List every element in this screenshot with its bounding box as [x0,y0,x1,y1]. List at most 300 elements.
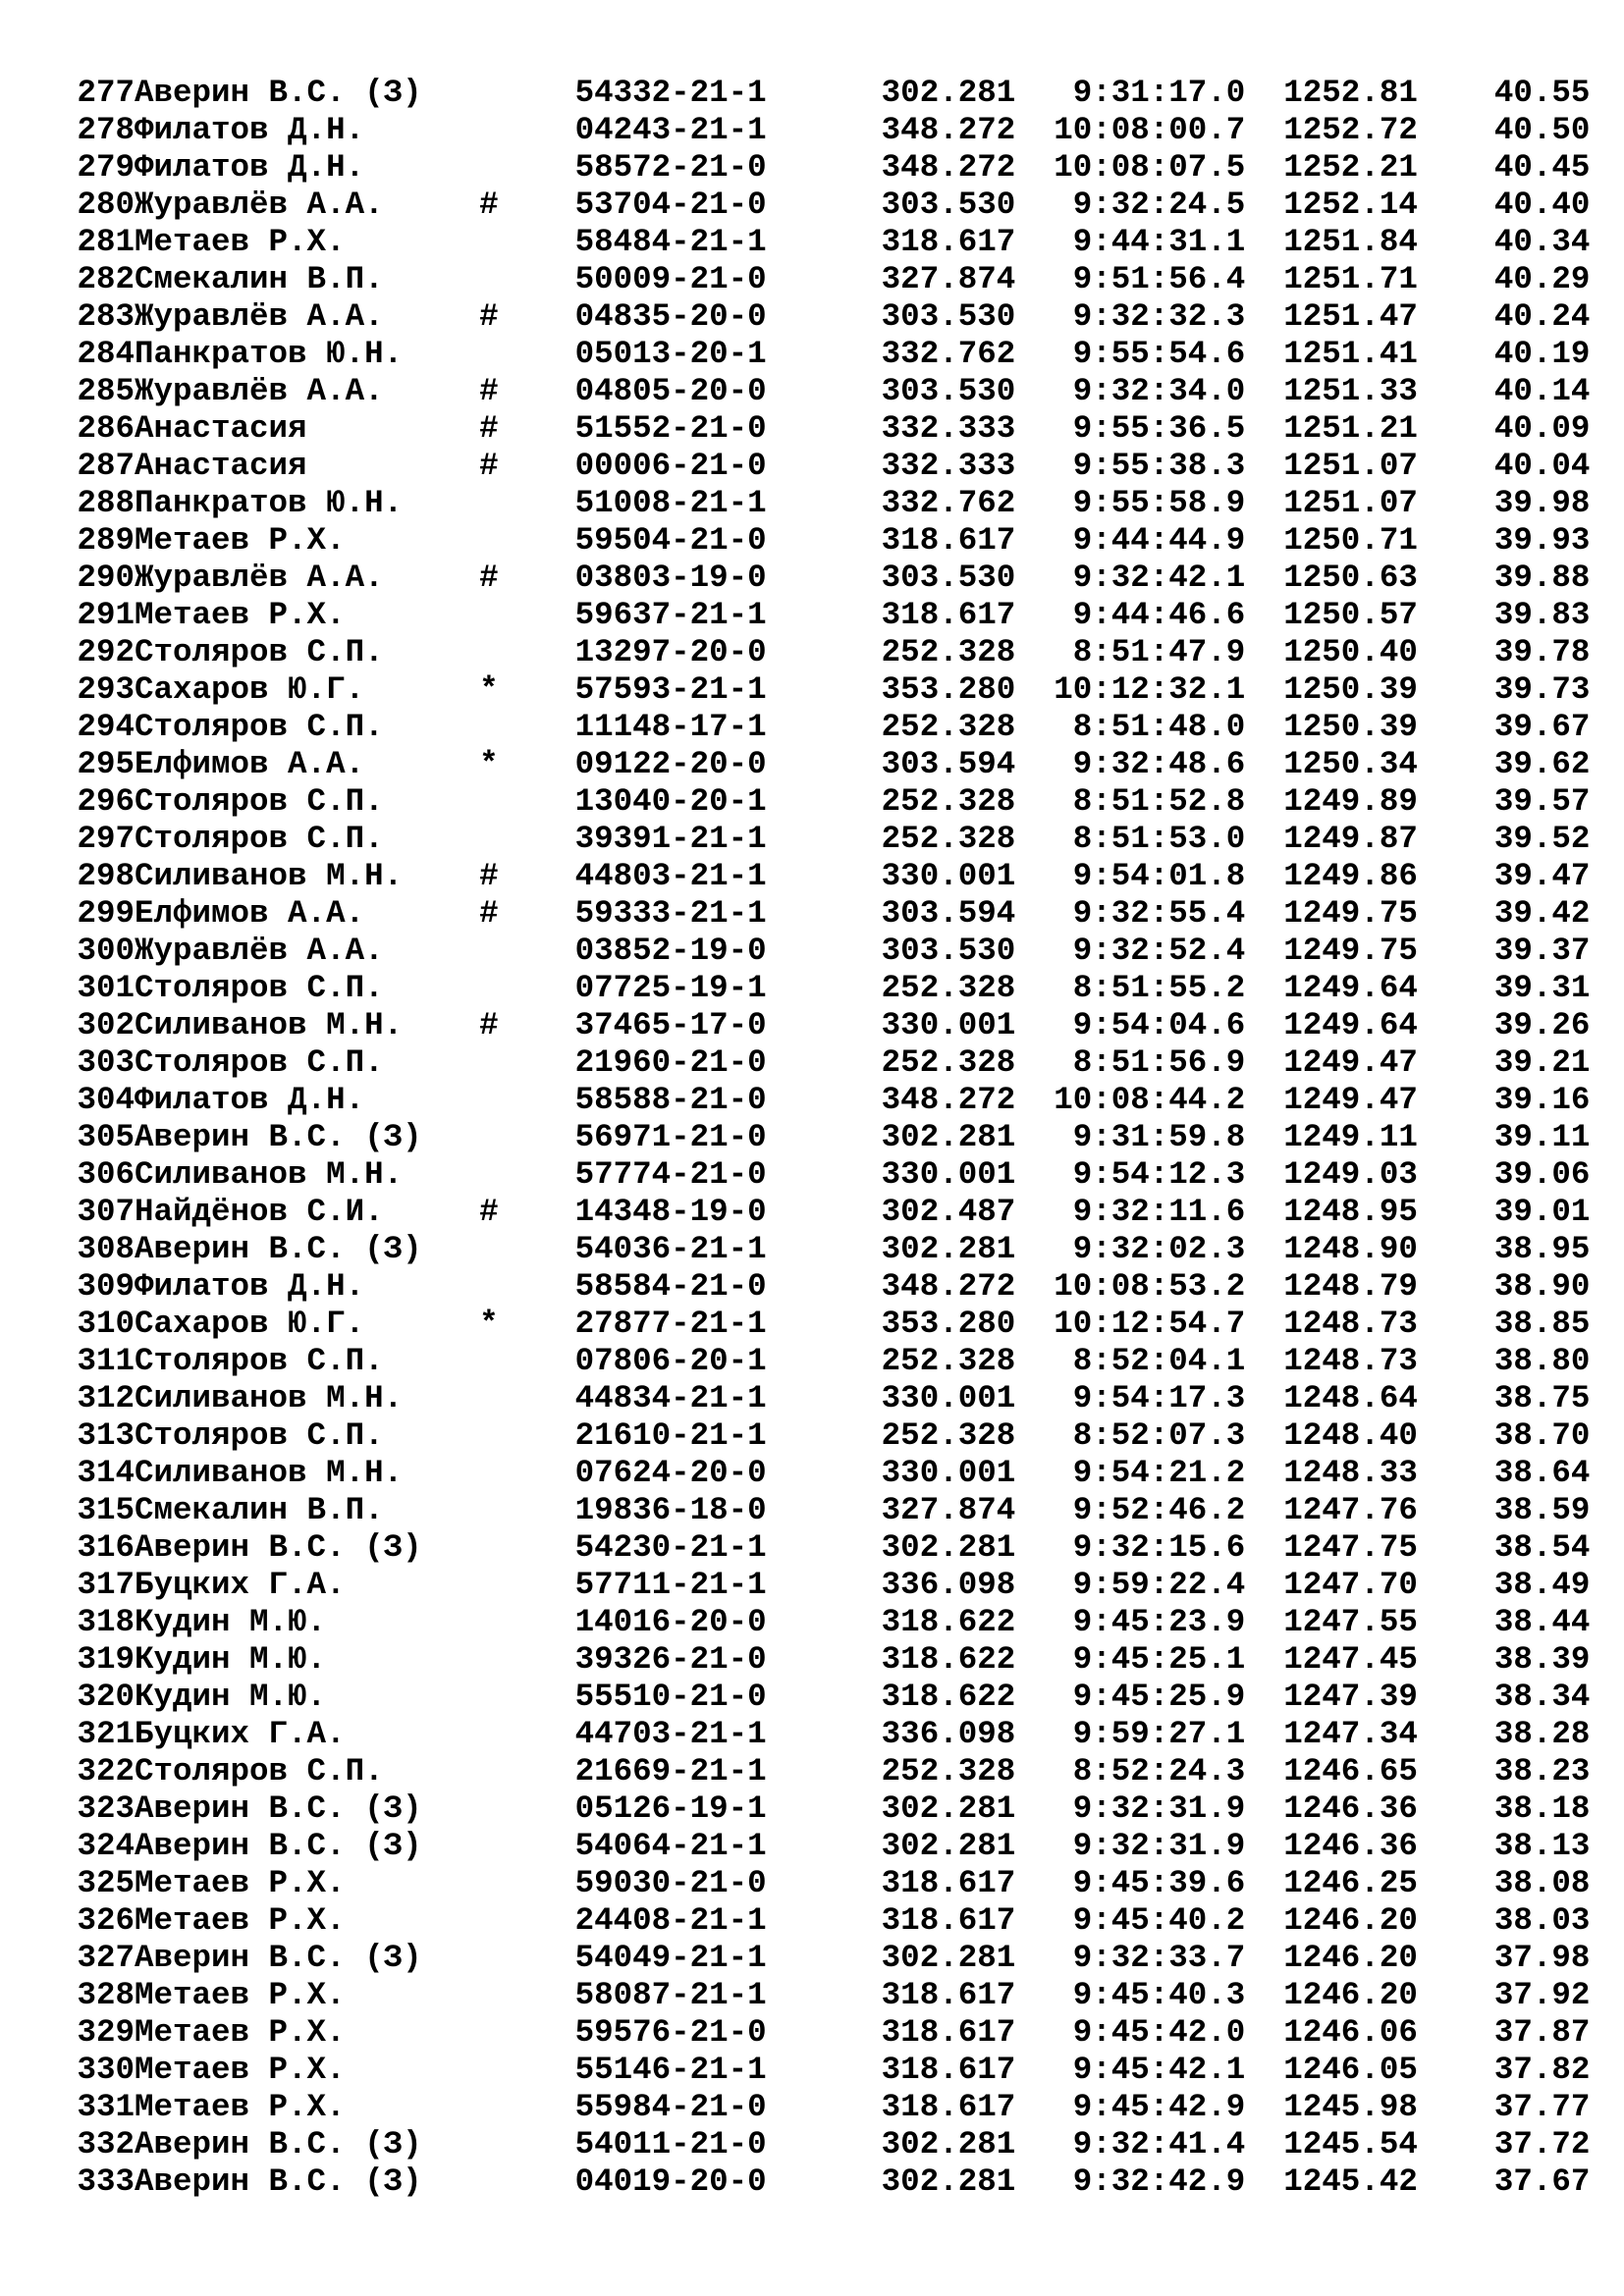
points: 39.06 [1455,1156,1591,1193]
arrival-time: 10:12:32.1 [1034,671,1246,708]
points: 38.75 [1455,1380,1591,1416]
distance: 318.617 [824,2089,1016,2125]
participant-name: Метаев Р.Х. [135,597,480,633]
distance: 252.328 [824,821,1016,857]
ring-number: 50009-21-0 [574,261,825,297]
speed: 1246.20 [1264,1902,1418,1939]
arrival-time: 9:45:40.3 [1034,1977,1246,2013]
distance: 302.487 [824,1194,1016,1230]
participant-name: Елфимов А.А. [135,746,480,782]
row-number: 320 [77,1679,135,1715]
row-number: 295 [77,746,135,782]
row-number: 322 [77,1753,135,1789]
speed: 1251.84 [1264,224,1418,260]
speed: 1250.39 [1264,709,1418,745]
points: 38.34 [1455,1679,1591,1715]
table-row [58,261,1591,298]
table-row [58,1492,1591,1529]
distance: 327.874 [824,1492,1016,1528]
participant-name: Аверин В.С. (З) [135,1828,480,1864]
points: 40.34 [1455,224,1591,260]
speed: 1252.81 [1264,75,1418,111]
ring-number: 58484-21-1 [574,224,825,260]
row-number: 277 [77,75,135,111]
participant-name: Журавлёв А.А. [135,187,480,223]
ring-number: 21960-21-0 [574,1044,825,1081]
speed: 1245.42 [1264,2163,1418,2200]
row-number: 326 [77,1902,135,1939]
arrival-time: 8:51:53.0 [1034,821,1246,857]
points: 39.16 [1455,1082,1591,1118]
points: 39.37 [1455,933,1591,969]
points: 39.31 [1455,970,1591,1006]
points: 38.85 [1455,1306,1591,1342]
row-number: 292 [77,634,135,670]
speed: 1246.20 [1264,1940,1418,1976]
ring-number: 00006-21-0 [574,448,825,484]
row-mark [479,1343,575,1379]
speed: 1246.36 [1264,1790,1418,1827]
ring-number: 05126-19-1 [574,1790,825,1827]
participant-name: Столяров С.П. [135,1417,480,1454]
row-number: 278 [77,112,135,148]
row-number: 315 [77,1492,135,1528]
speed: 1247.39 [1264,1679,1418,1715]
points: 38.08 [1455,1865,1591,1901]
distance: 303.530 [824,933,1016,969]
distance: 302.281 [824,1940,1016,1976]
participant-name: Силиванов М.Н. [135,1455,480,1491]
table-row [58,1828,1591,1865]
row-mark [479,336,575,372]
ring-number: 19836-18-0 [574,1492,825,1528]
table-row [58,1380,1591,1417]
ring-number: 55510-21-0 [574,1679,825,1715]
row-number: 314 [77,1455,135,1491]
row-mark: # [479,1194,575,1230]
table-row [58,1716,1591,1753]
arrival-time: 9:54:21.2 [1034,1455,1246,1491]
distance: 252.328 [824,1044,1016,1081]
speed: 1248.73 [1264,1343,1418,1379]
points: 40.40 [1455,187,1591,223]
participant-name: Столяров С.П. [135,1753,480,1789]
row-mark [479,1604,575,1640]
ring-number: 51552-21-0 [574,410,825,447]
arrival-time: 9:45:25.1 [1034,1641,1246,1678]
row-mark [479,1529,575,1566]
speed: 1248.90 [1264,1231,1418,1267]
points: 38.39 [1455,1641,1591,1678]
speed: 1246.25 [1264,1865,1418,1901]
distance: 330.001 [824,1007,1016,1043]
participant-name: Аверин В.С. (З) [135,2163,480,2200]
speed: 1249.47 [1264,1082,1418,1118]
participant-name: Аверин В.С. (З) [135,1119,480,1155]
table-row [58,1865,1591,1902]
points: 38.03 [1455,1902,1591,1939]
points: 37.87 [1455,2014,1591,2051]
ring-number: 21610-21-1 [574,1417,825,1454]
results-table [58,75,1591,2201]
ring-number: 37465-17-0 [574,1007,825,1043]
row-number: 289 [77,522,135,559]
speed: 1248.40 [1264,1417,1418,1454]
row-mark [479,261,575,297]
row-mark [479,2052,575,2088]
row-mark [479,2089,575,2125]
row-number: 304 [77,1082,135,1118]
row-mark [479,1828,575,1864]
row-number: 291 [77,597,135,633]
row-mark [479,933,575,969]
table-row [58,522,1591,560]
speed: 1248.95 [1264,1194,1418,1230]
row-mark: * [479,746,575,782]
ring-number: 59637-21-1 [574,597,825,633]
points: 39.26 [1455,1007,1591,1043]
row-mark [479,1641,575,1678]
table-row [58,1082,1591,1119]
ring-number: 53704-21-0 [574,187,825,223]
distance: 348.272 [824,112,1016,148]
distance: 332.333 [824,448,1016,484]
speed: 1250.40 [1264,634,1418,670]
arrival-time: 9:31:59.8 [1034,1119,1246,1155]
speed: 1251.33 [1264,373,1418,409]
row-number: 310 [77,1306,135,1342]
participant-name: Сахаров Ю.Г. [135,1306,480,1342]
speed: 1248.79 [1264,1268,1418,1305]
arrival-time: 9:32:15.6 [1034,1529,1246,1566]
points: 40.29 [1455,261,1591,297]
points: 39.62 [1455,746,1591,782]
points: 39.47 [1455,858,1591,894]
ring-number: 14016-20-0 [574,1604,825,1640]
speed: 1251.41 [1264,336,1418,372]
ring-number: 59504-21-0 [574,522,825,559]
participant-name: Столяров С.П. [135,1343,480,1379]
points: 39.21 [1455,1044,1591,1081]
table-row [58,112,1591,149]
speed: 1252.72 [1264,112,1418,148]
row-mark [479,1753,575,1789]
table-row [58,2014,1591,2052]
points: 40.09 [1455,410,1591,447]
points: 38.23 [1455,1753,1591,1789]
distance: 303.530 [824,298,1016,335]
row-number: 281 [77,224,135,260]
participant-name: Аверин В.С. (З) [135,1231,480,1267]
distance: 252.328 [824,709,1016,745]
row-mark [479,709,575,745]
speed: 1249.89 [1264,783,1418,820]
ring-number: 57711-21-1 [574,1567,825,1603]
arrival-time: 9:55:54.6 [1034,336,1246,372]
table-row [58,1417,1591,1455]
arrival-time: 8:52:07.3 [1034,1417,1246,1454]
points: 39.73 [1455,671,1591,708]
arrival-time: 9:51:56.4 [1034,261,1246,297]
points: 38.13 [1455,1828,1591,1864]
table-row [58,1231,1591,1268]
row-mark [479,1492,575,1528]
distance: 303.594 [824,746,1016,782]
arrival-time: 10:08:53.2 [1034,1268,1246,1305]
table-row [58,970,1591,1007]
table-row [58,1529,1591,1567]
row-mark: # [479,373,575,409]
row-number: 300 [77,933,135,969]
table-row [58,1567,1591,1604]
row-mark [479,597,575,633]
ring-number: 54049-21-1 [574,1940,825,1976]
table-row [58,1902,1591,1940]
row-number: 328 [77,1977,135,2013]
points: 39.83 [1455,597,1591,633]
arrival-time: 9:45:23.9 [1034,1604,1246,1640]
table-row [58,2089,1591,2126]
row-number: 301 [77,970,135,1006]
participant-name: Столяров С.П. [135,970,480,1006]
ring-number: 14348-19-0 [574,1194,825,1230]
row-number: 332 [77,2126,135,2163]
row-mark: # [479,410,575,447]
participant-name: Журавлёв А.А. [135,560,480,596]
ring-number: 57593-21-1 [574,671,825,708]
speed: 1249.47 [1264,1044,1418,1081]
arrival-time: 9:32:34.0 [1034,373,1246,409]
table-row [58,1940,1591,1977]
table-row [58,1641,1591,1679]
ring-number: 11148-17-1 [574,709,825,745]
speed: 1247.70 [1264,1567,1418,1603]
distance: 353.280 [824,1306,1016,1342]
ring-number: 44834-21-1 [574,1380,825,1416]
participant-name: Филатов Д.Н. [135,149,480,186]
speed: 1249.86 [1264,858,1418,894]
row-number: 285 [77,373,135,409]
row-number: 318 [77,1604,135,1640]
ring-number: 39391-21-1 [574,821,825,857]
ring-number: 39326-21-0 [574,1641,825,1678]
participant-name: Метаев Р.Х. [135,1865,480,1901]
ring-number: 55146-21-1 [574,2052,825,2088]
points: 39.52 [1455,821,1591,857]
row-mark [479,1716,575,1752]
distance: 252.328 [824,1753,1016,1789]
participant-name: Найдёнов С.И. [135,1194,480,1230]
participant-name: Анастасия [135,448,480,484]
row-number: 284 [77,336,135,372]
participant-name: Метаев Р.Х. [135,1902,480,1939]
participant-name: Панкратов Ю.Н. [135,485,480,521]
distance: 302.281 [824,1828,1016,1864]
points: 40.50 [1455,112,1591,148]
row-number: 287 [77,448,135,484]
points: 38.28 [1455,1716,1591,1752]
arrival-time: 9:45:42.0 [1034,2014,1246,2051]
speed: 1249.87 [1264,821,1418,857]
speed: 1246.06 [1264,2014,1418,2051]
distance: 332.762 [824,336,1016,372]
table-row [58,783,1591,821]
speed: 1247.75 [1264,1529,1418,1566]
arrival-time: 8:51:55.2 [1034,970,1246,1006]
table-row [58,1119,1591,1156]
arrival-time: 9:44:31.1 [1034,224,1246,260]
arrival-time: 10:12:54.7 [1034,1306,1246,1342]
points: 37.72 [1455,2126,1591,2163]
points: 39.88 [1455,560,1591,596]
speed: 1251.47 [1264,298,1418,335]
points: 39.78 [1455,634,1591,670]
distance: 327.874 [824,261,1016,297]
table-row [58,448,1591,485]
distance: 318.617 [824,1865,1016,1901]
distance: 330.001 [824,1455,1016,1491]
ring-number: 54011-21-0 [574,2126,825,2163]
arrival-time: 9:55:38.3 [1034,448,1246,484]
table-row [58,410,1591,448]
arrival-time: 9:32:52.4 [1034,933,1246,969]
ring-number: 21669-21-1 [574,1753,825,1789]
arrival-time: 8:51:48.0 [1034,709,1246,745]
arrival-time: 9:54:04.6 [1034,1007,1246,1043]
table-row [58,187,1591,224]
row-mark [479,485,575,521]
table-row [58,709,1591,746]
distance: 318.617 [824,2052,1016,2088]
row-mark: * [479,671,575,708]
row-number: 294 [77,709,135,745]
participant-name: Смекалин В.П. [135,1492,480,1528]
ring-number: 07725-19-1 [574,970,825,1006]
points: 37.77 [1455,2089,1591,2125]
participant-name: Столяров С.П. [135,1044,480,1081]
points: 40.04 [1455,448,1591,484]
table-row [58,2163,1591,2201]
speed: 1247.45 [1264,1641,1418,1678]
row-mark [479,821,575,857]
row-number: 311 [77,1343,135,1379]
row-mark [479,1268,575,1305]
points: 37.98 [1455,1940,1591,1976]
speed: 1249.03 [1264,1156,1418,1193]
ring-number: 54230-21-1 [574,1529,825,1566]
participant-name: Панкратов Ю.Н. [135,336,480,372]
distance: 302.281 [824,1529,1016,1566]
row-number: 305 [77,1119,135,1155]
participant-name: Столяров С.П. [135,821,480,857]
table-row [58,373,1591,410]
speed: 1250.57 [1264,597,1418,633]
participant-name: Метаев Р.Х. [135,2014,480,2051]
participant-name: Журавлёв А.А. [135,373,480,409]
table-row [58,895,1591,933]
participant-name: Филатов Д.Н. [135,112,480,148]
speed: 1251.07 [1264,485,1418,521]
speed: 1251.07 [1264,448,1418,484]
ring-number: 44703-21-1 [574,1716,825,1752]
ring-number: 58588-21-0 [574,1082,825,1118]
row-number: 331 [77,2089,135,2125]
row-mark [479,1790,575,1827]
speed: 1252.21 [1264,149,1418,186]
table-row [58,1306,1591,1343]
row-number: 286 [77,410,135,447]
distance: 318.617 [824,522,1016,559]
row-number: 316 [77,1529,135,1566]
participant-name: Кудин М.Ю. [135,1679,480,1715]
speed: 1247.55 [1264,1604,1418,1640]
arrival-time: 8:51:52.8 [1034,783,1246,820]
row-number: 323 [77,1790,135,1827]
ring-number: 07624-20-0 [574,1455,825,1491]
table-row [58,485,1591,522]
row-number: 282 [77,261,135,297]
row-mark [479,224,575,260]
points: 38.59 [1455,1492,1591,1528]
participant-name: Аверин В.С. (З) [135,1529,480,1566]
points: 39.67 [1455,709,1591,745]
ring-number: 56971-21-0 [574,1119,825,1155]
row-number: 309 [77,1268,135,1305]
distance: 330.001 [824,858,1016,894]
ring-number: 51008-21-1 [574,485,825,521]
participant-name: Аверин В.С. (З) [135,1940,480,1976]
arrival-time: 9:54:12.3 [1034,1156,1246,1193]
points: 38.54 [1455,1529,1591,1566]
arrival-time: 9:55:58.9 [1034,485,1246,521]
distance: 318.617 [824,1902,1016,1939]
distance: 332.333 [824,410,1016,447]
speed: 1248.33 [1264,1455,1418,1491]
participant-name: Филатов Д.Н. [135,1268,480,1305]
arrival-time: 9:32:42.1 [1034,560,1246,596]
speed: 1246.20 [1264,1977,1418,2013]
participant-name: Метаев Р.Х. [135,2052,480,2088]
ring-number: 04805-20-0 [574,373,825,409]
row-mark [479,1231,575,1267]
distance: 303.530 [824,560,1016,596]
row-number: 298 [77,858,135,894]
participant-name: Метаев Р.Х. [135,224,480,260]
distance: 252.328 [824,783,1016,820]
participant-name: Силиванов М.Н. [135,1380,480,1416]
arrival-time: 9:32:02.3 [1034,1231,1246,1267]
distance: 252.328 [824,634,1016,670]
row-number: 312 [77,1380,135,1416]
row-mark: * [479,1306,575,1342]
ring-number: 04019-20-0 [574,2163,825,2200]
arrival-time: 9:59:22.4 [1034,1567,1246,1603]
ring-number: 09122-20-0 [574,746,825,782]
row-mark [479,783,575,820]
row-number: 308 [77,1231,135,1267]
speed: 1249.75 [1264,933,1418,969]
ring-number: 54036-21-1 [574,1231,825,1267]
speed: 1246.65 [1264,1753,1418,1789]
speed: 1250.63 [1264,560,1418,596]
arrival-time: 9:31:17.0 [1034,75,1246,111]
participant-name: Силиванов М.Н. [135,1156,480,1193]
distance: 252.328 [824,970,1016,1006]
points: 39.01 [1455,1194,1591,1230]
points: 40.19 [1455,336,1591,372]
arrival-time: 9:45:40.2 [1034,1902,1246,1939]
table-row [58,149,1591,187]
